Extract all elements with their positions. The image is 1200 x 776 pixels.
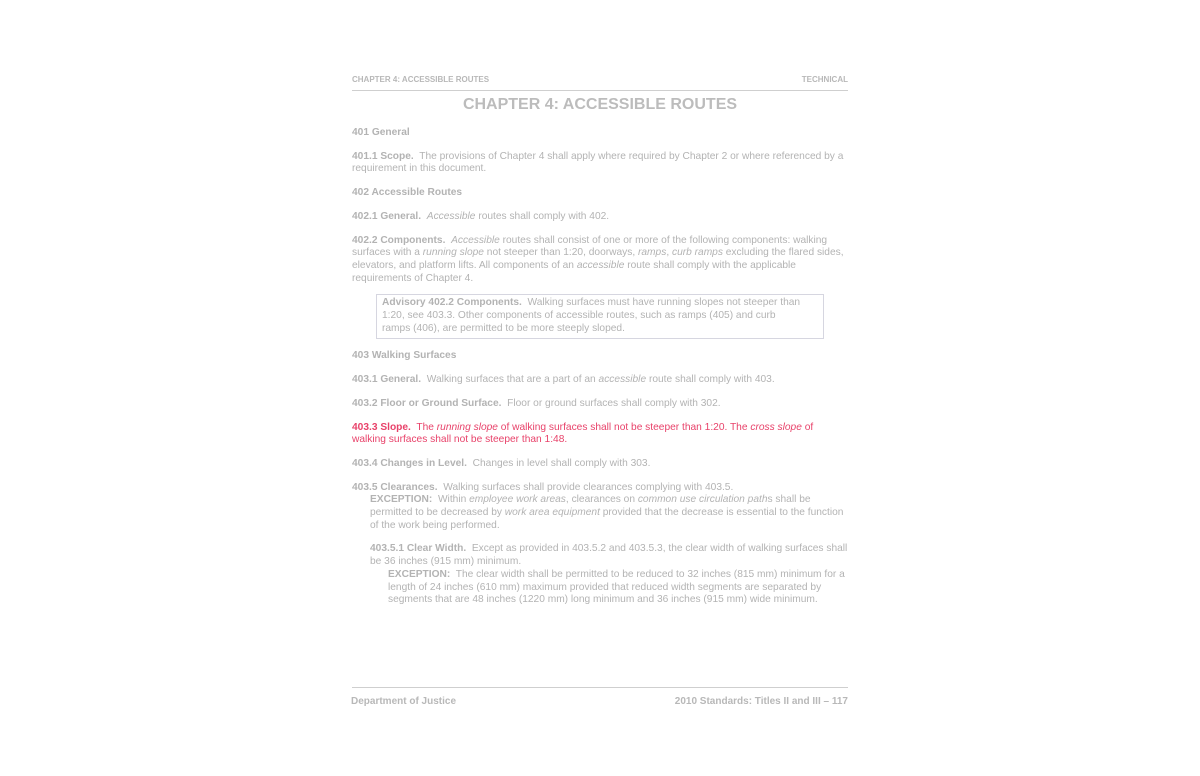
section-label: 403.4 Changes in Level. [352,457,467,469]
section-label: 403.2 Floor or Ground Surface. [352,397,502,409]
section-label: 402.2 Components. [352,234,446,246]
defined-term: accessible [598,374,647,386]
paragraph-text: of walking surfaces shall not be steeper than 1:48. [352,421,814,446]
paragraph-text: s shall be permitted to be decreased by [370,494,811,519]
defined-term: running slope [436,421,498,433]
paragraph-text: Walking surfaces that are a part of an [426,374,599,386]
defined-term: cross slope [750,421,802,433]
section-heading-403: 403 Walking Surfaces [352,350,457,362]
paragraph-text: , clearances on [565,494,638,506]
paragraph-403-1 [352,374,848,387]
paragraph-403-4 [352,458,848,471]
paragraph-text: route shall comply with the applicable requirements of Chapter 4. [352,259,796,284]
defined-term: running slope [422,247,484,259]
paragraph-text: The provisions of Chapter 4 shall apply where required by Chapter 2 or where referenced by a requirement in this document. [352,150,844,175]
defined-term: ramps [638,247,667,259]
paragraph-403-3-highlighted [352,422,848,447]
paragraph-text: Floor or ground surfaces shall comply with 302. [507,397,721,409]
paragraph-text: Within [437,494,470,506]
defined-term: Accessible [426,210,476,222]
running-header-right: TECHNICAL [801,75,848,84]
paragraph-403-5-1 [370,543,848,568]
footer-left: Department of Justice [351,696,457,707]
document-page [352,0,848,776]
exception-label: EXCEPTION: [370,494,433,506]
section-heading-402: 402 Accessible Routes [352,187,463,199]
chapter-title: CHAPTER 4: ACCESSIBLE ROUTES [462,96,738,113]
defined-term: Accessible [451,234,500,246]
paragraph-401-1 [352,151,848,176]
paragraph-text: Changes in level shall comply with 303. [472,457,651,469]
section-label: 403.1 General. [352,374,422,386]
defined-term: common use circulation path [637,494,768,506]
advisory-label: Advisory 402.2 Components. [382,297,522,309]
paragraph-text: The [416,421,437,433]
section-label: 401.1 Scope. [352,150,414,162]
paragraph-text: route shall comply with 403. [646,374,775,386]
defined-term: work area equipment [504,507,600,519]
defined-term: curb ramps [671,247,723,259]
paragraph-402-2 [352,235,848,286]
advisory-box-402-2 [376,294,824,339]
paragraph-403-5 [352,482,848,495]
document-body [352,127,848,607]
section-label: 403.5 Clearances. [352,481,438,493]
defined-term: employee work areas [469,494,566,506]
paragraph-text: , [666,247,672,259]
exception-label: EXCEPTION: [388,568,451,580]
paragraph-text: The clear width shall be permitted to be reduced to 32 inches (815 mm) minimum for a length of 24 inches (610 mm) maximum provided that reduced width segments are separated by segments that are 48 inches (1220 mm) long minimum and 36 inches (915 mm) wide minimum. [388,568,845,606]
header-rule [352,90,848,91]
advisory-text: Walking surfaces must have running slopes not steeper than 1:20, see 403.3. Other components of accessible routes, such as ramps (405) and curb ramps (406), are permitted to be more steeply sloped. [382,297,801,334]
paragraph-403-2 [352,398,848,411]
paragraph-text: not steeper than 1:20, doorways, [483,247,638,259]
defined-term: accessible [576,259,625,271]
running-header-left: CHAPTER 4: ACCESSIBLE ROUTES [352,75,490,84]
paragraph-text: routes shall comply with 402. [475,210,610,222]
section-label: 403.3 Slope. [352,421,411,433]
paragraph-text: excluding the flared sides, elevators, and platform lifts. All components of an [352,247,844,271]
paragraph-text: Walking surfaces shall provide clearances complying with 403.5. [443,481,734,493]
paragraph-text: routes shall consist of one or more of the following components: walking surfaces with a [352,234,828,259]
section-label: 403.5.1 Clear Width. [370,543,467,555]
page-footer [351,696,848,707]
exception-403-5-1 [388,569,848,607]
running-header [352,75,848,84]
paragraph-text: provided that the decrease is essential to the function of the work being performed. [370,507,844,531]
section-label: 402.1 General. [352,210,422,222]
exception-403-5 [370,494,848,532]
footer-right: 2010 Standards: Titles II and III – 117 [674,696,848,707]
section-heading-401: 401 General [352,127,410,138]
paragraph-text: Except as provided in 403.5.2 and 403.5.3, the clear width of walking surfaces shall be 36 inches (915 mm) minimum. [370,543,848,568]
paragraph-402-1 [352,211,848,224]
paragraph-text: of walking surfaces shall not be steeper than 1:20. The [497,421,751,433]
footer-rule [352,687,848,688]
